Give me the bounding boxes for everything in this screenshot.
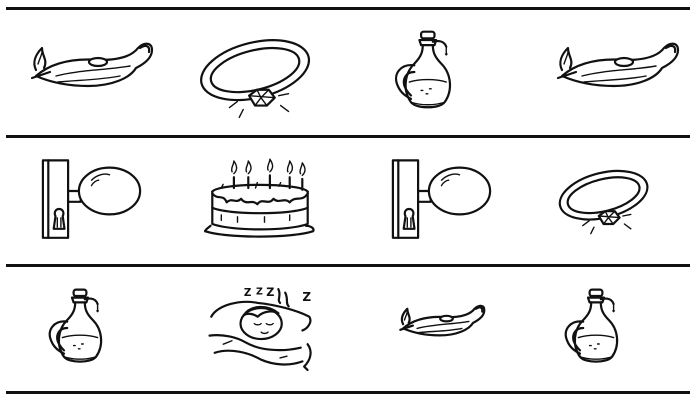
divider-line-2 <box>6 264 690 267</box>
divider-line-bottom <box>6 391 690 394</box>
oil-lamp-icon <box>368 292 518 362</box>
door-knob-icon <box>34 155 158 245</box>
oil-jug-icon <box>34 288 134 368</box>
divider-line-1 <box>6 135 690 138</box>
oil-lamp-icon <box>18 24 168 124</box>
ring-icon <box>544 160 668 240</box>
door-knob-icon <box>384 155 508 245</box>
sleeping-child-icon <box>184 284 340 370</box>
divider-line-top <box>6 7 690 10</box>
oil-jug-icon <box>550 288 650 368</box>
oil-jug-icon <box>384 30 480 114</box>
birthday-cake-icon <box>192 152 328 242</box>
oil-lamp-icon <box>544 24 694 124</box>
ring-icon <box>194 26 322 126</box>
